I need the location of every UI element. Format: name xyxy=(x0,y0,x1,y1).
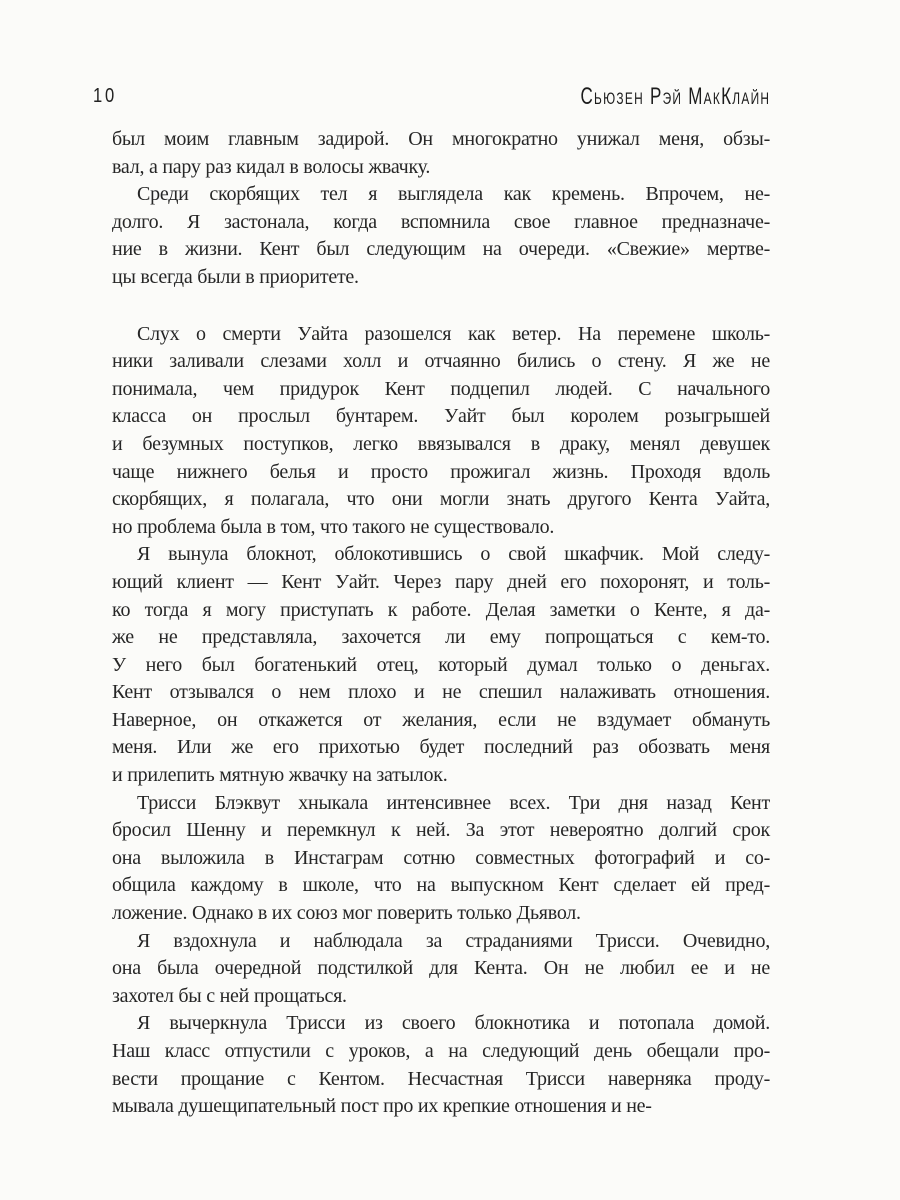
text-line: был моим главным задирой. Он многократно унижал меня, обзы- xyxy=(112,128,770,150)
text-line: У него был богатенький отец, который думал только о деньгах. xyxy=(112,653,770,676)
text-line: захотел бы с ней прощаться. xyxy=(112,984,347,1007)
text-line: ко тогда я могу приступать к работе. Делая заметки о Кенте, я да- xyxy=(112,598,770,621)
text-line: и безумных поступков, легко ввязывался в драку, менял девушек xyxy=(112,432,770,455)
text-line: Я вздохнула и наблюдала за страданиями Трисси. Очевидно, xyxy=(137,929,770,952)
text-line: меня. Или же его прихотью будет последний раз обозвать меня xyxy=(112,736,770,759)
text-line: понимала, чем придурок Кент подцепил людей. С начального xyxy=(112,377,770,400)
text-line: и прилепить мятную жвачку на затылок. xyxy=(112,764,448,787)
text-line: цы всегда были в приоритете. xyxy=(112,265,359,288)
paragraph xyxy=(112,928,770,1011)
page-number: 10 xyxy=(93,84,117,107)
paragraph xyxy=(112,181,770,291)
paragraph xyxy=(112,321,770,542)
text-line: ние в жизни. Кент был следующим на очереди. «Свежие» мертве- xyxy=(112,238,770,261)
running-head: Сьюзен Рэй МакКлайн xyxy=(580,84,770,110)
text-line: Слух о смерти Уайта разошелся как ветер. На перемене школь- xyxy=(137,322,770,345)
text-line: чаще нижнего белья и просто прожигал жизнь. Проходя вдоль xyxy=(112,460,770,483)
text-line: Я вычеркнула Трисси из своего блокнотика и потопала домой. xyxy=(137,1012,770,1035)
paragraph xyxy=(112,541,770,789)
text-line: вал, а пару раз кидал в волосы жвачку. xyxy=(112,155,431,178)
text-line: Я вынула блокнот, облокотившись о свой шкафчик. Мой следу- xyxy=(137,543,770,566)
text-line: ложение. Однако в их союз мог поверить только Дьявол. xyxy=(112,902,581,925)
paragraph xyxy=(112,790,770,928)
text-line: скорбящих, я полагала, что они могли знать другого Кента Уайта, xyxy=(112,488,770,511)
text-line: же не представляла, захочется ли ему попрощаться с кем-то. xyxy=(112,626,770,649)
text-line: общила каждому в школе, что на выпускном Кент сделает ей пред- xyxy=(112,874,770,897)
text-line: она выложила в Инстаграм сотню совместных фотографий и со- xyxy=(112,846,770,869)
text-line: Кент отзывался о нем плохо и не спешил налаживать отношения. xyxy=(112,681,770,704)
text-line: Наш класс отпустили с уроков, а на следующий день обещали про- xyxy=(112,1040,770,1062)
text-line: Наверное, он откажется от желания, если не вздумает обмануть xyxy=(112,708,770,731)
text-line: вести прощание с Кентом. Несчастная Трисси наверняка проду- xyxy=(112,1067,770,1090)
text-line: ники заливали слезами холл и отчаянно бились о стену. Я же не xyxy=(112,350,770,373)
text-line: ющий клиент — Кент Уайт. Через пару дней его похоронят, и толь- xyxy=(112,570,770,593)
paragraph xyxy=(112,126,770,181)
text-line: Трисси Блэквут хныкала интенсивнее всех. Три дня назад Кент xyxy=(137,791,770,814)
page-header xyxy=(93,84,770,108)
text-line: класса он прослыл бунтарем. Уайт был королем розыгрышей xyxy=(112,405,770,428)
text-line: она была очередной подстилкой для Кента. Он не любил ее и не xyxy=(112,957,770,980)
text-line: бросил Шенну и перемкнул к ней. За этот невероятно долгий срок xyxy=(112,819,770,842)
text-line: но проблема была в том, что такого не существовало. xyxy=(112,515,555,538)
paragraph xyxy=(112,1010,770,1120)
text-line: Среди скорбящих тел я выглядела как кремень. Впрочем, не- xyxy=(137,183,770,206)
text-line: мывала душещипательный пост про их крепкие отношения и не- xyxy=(112,1095,652,1118)
text-line: долго. Я застонала, когда вспомнила свое главное предназначе- xyxy=(112,210,770,233)
body-text xyxy=(112,126,770,1121)
